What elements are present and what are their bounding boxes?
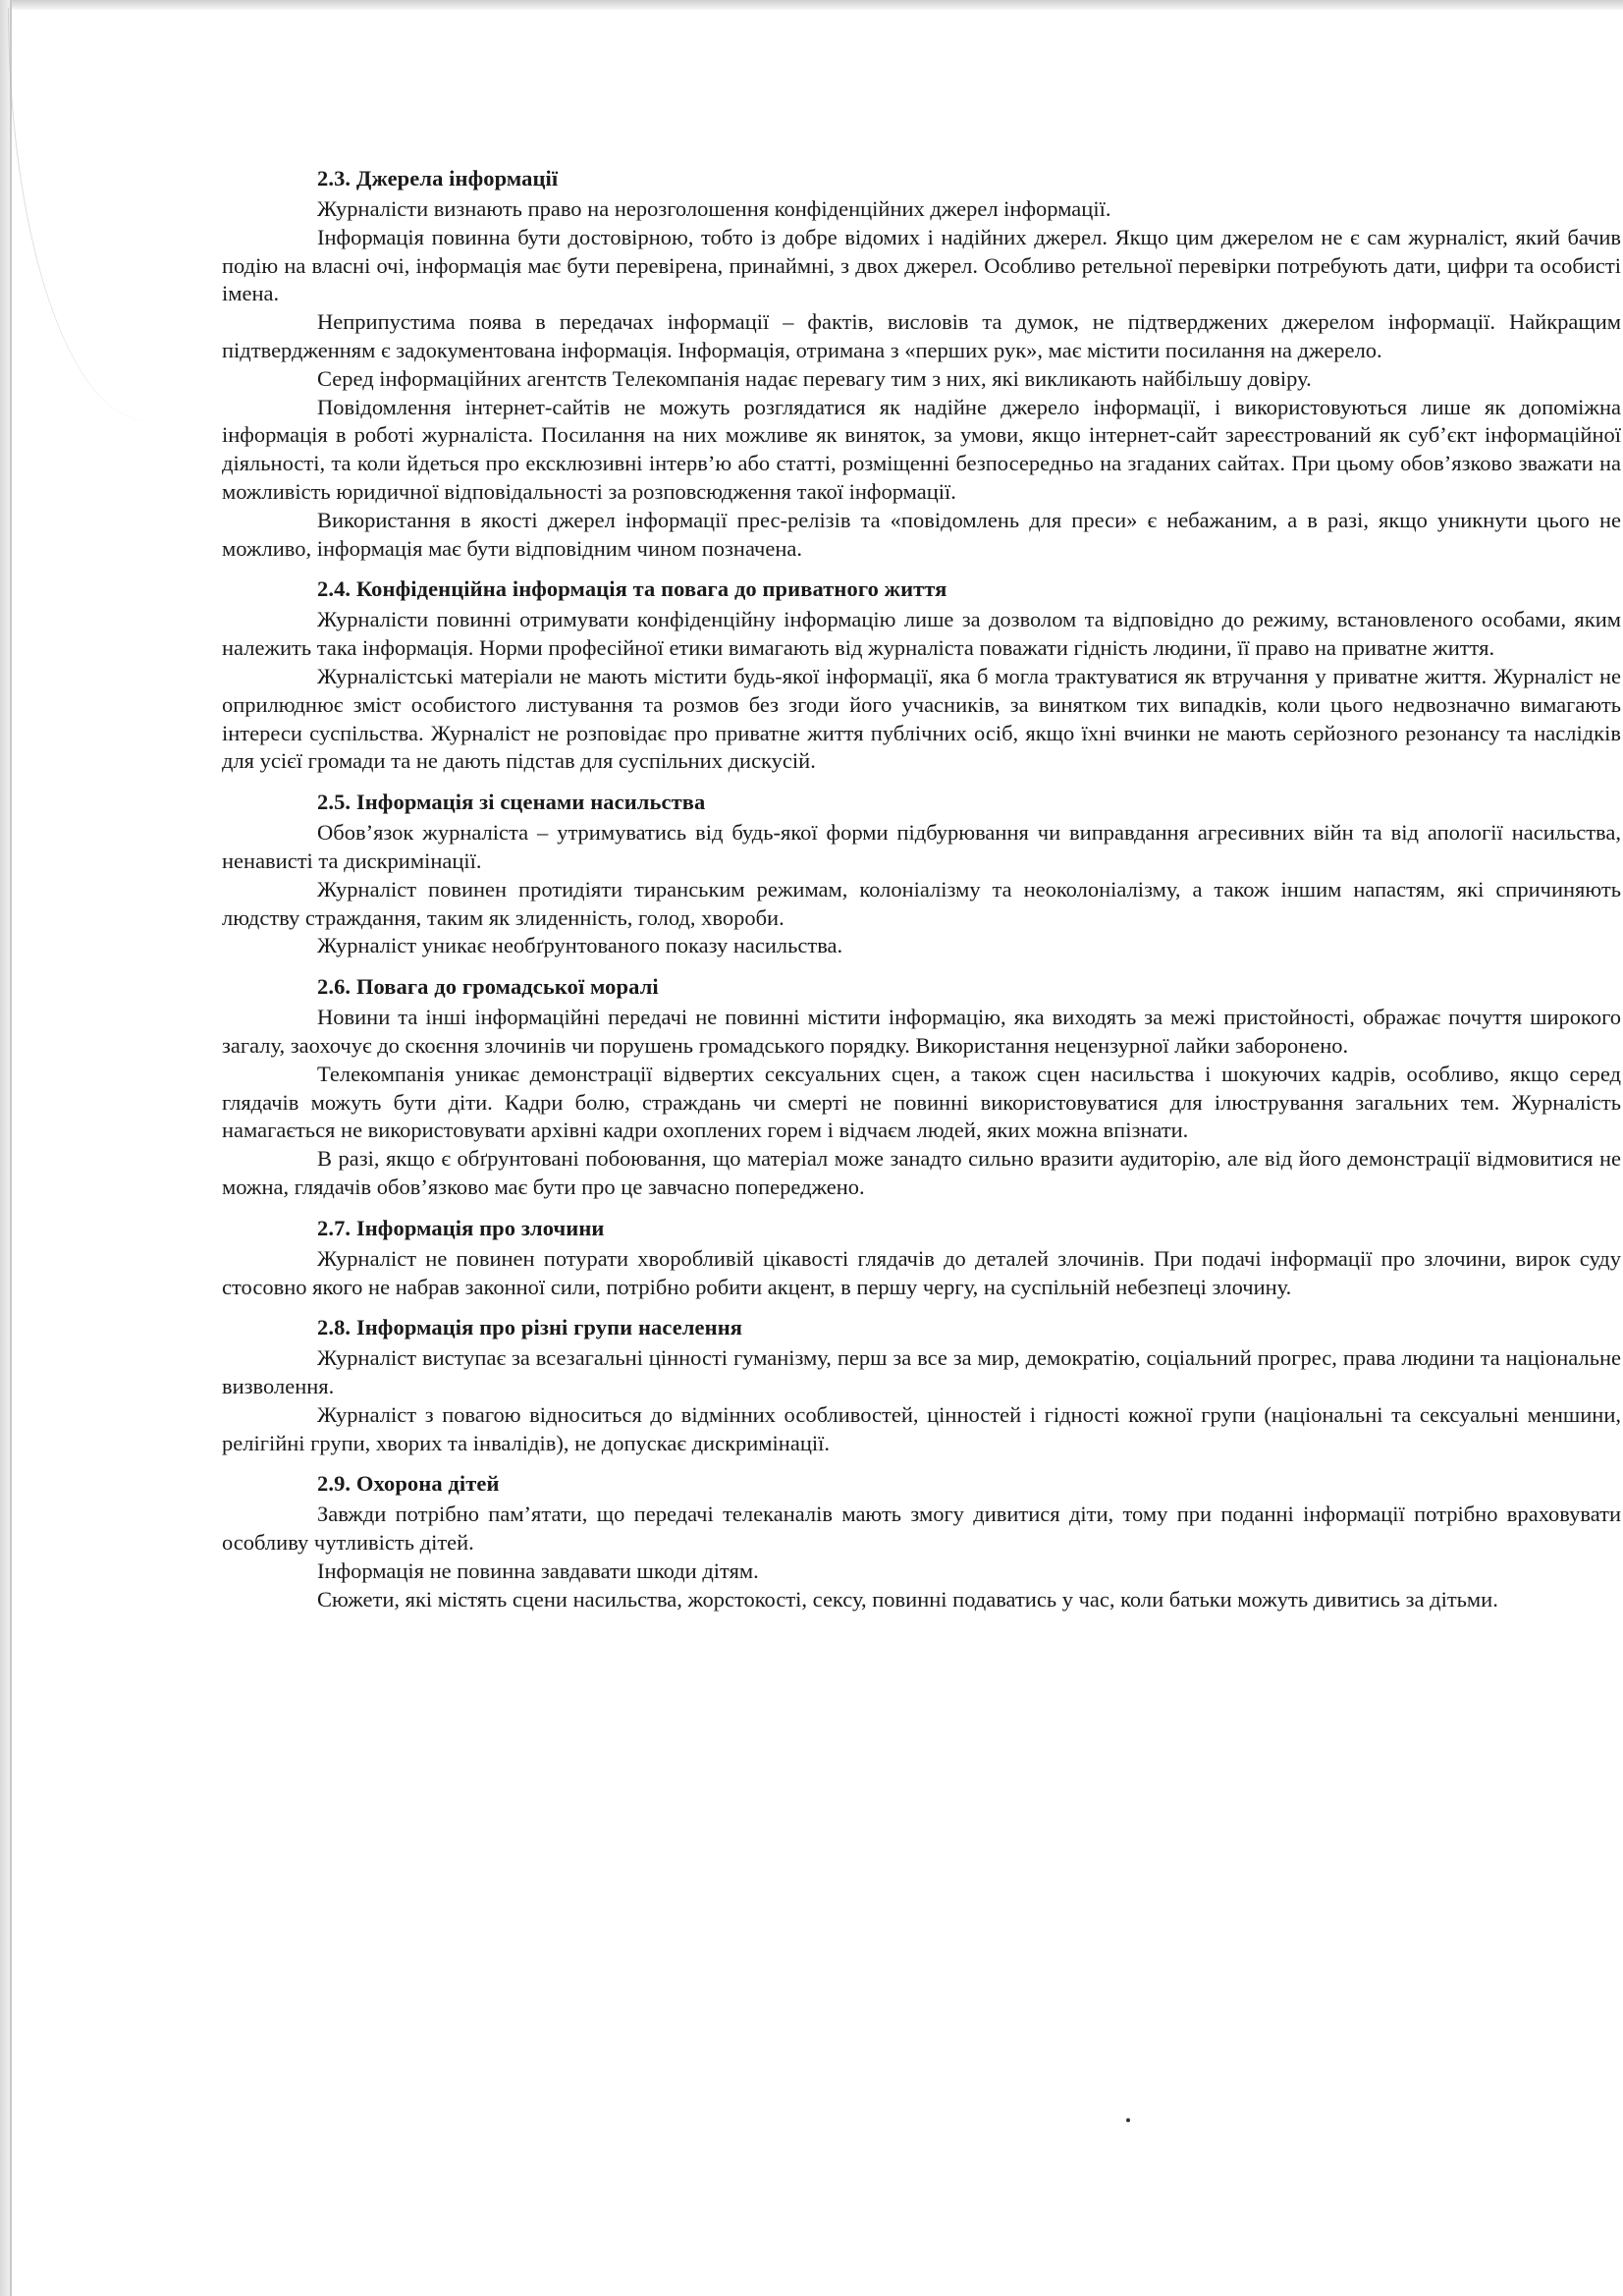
section-title: 2.6. Повага до громадської моралі: [317, 974, 659, 1000]
paragraph: Журналіст повинен протидіяти тиранським режимам, колоніалізму та неоколоніалізму, а також іншим напастям, які спричиняють людству страждання, таким як злиденність, голод, хвороби.: [222, 876, 1621, 930]
paragraph: Телекомпанія уникає демонстрації відвертих сексуальних сцен, а також сцен насильства і шокуючих кадрів, особливо, якщо серед глядачів можуть бути діти. Кадри болю, страждань чи смерті не повинні використовуватися для ілюстрування загальних тем. Журналість намагається не використовувати архівні кадри охоплених горем і відчаєм людей, яких можна впізнати.: [222, 1061, 1621, 1143]
paragraph: Завжди потрібно пам’ятати, що передачі телеканалів мають змогу дивитися діти, тому при поданні інформації потрібно враховувати особливу чутливість дітей.: [222, 1502, 1621, 1556]
section-title: 2.5. Інформація зі сценами насильства: [317, 790, 706, 815]
document-body: [222, 165, 1621, 1627]
section-title: 2.8. Інформація про різні групи населення: [317, 1315, 743, 1340]
paragraph: Інформація повинна бути достовірною, тобто із добре відомих і надійних джерел. Якщо цим джерелом не є сам журналіст, який бачив подію на власні очі, інформація має бути перевірена, принаймні, з двох джерел. Особливо ретельної перевірки потребують дати, цифри та особисті імена.: [222, 224, 1621, 306]
paragraph: Неприпустима поява в передачах інформації – фактів, висловів та думок, не підтверджених джерелом інформації. Найкращим підтвердженням є задокументована інформація. Інформація, отримана з «перших рук», має містити посилання на джерело.: [222, 309, 1621, 362]
section-population-groups: [222, 1314, 1621, 1457]
paragraph: В разі, якщо є обґрунтовані побоювання, що матеріал може занадто сильно вразити аудиторію, але від його демонстрації відмовитися не можна, глядачів обов’язково має бути про це завчасно попереджено.: [222, 1146, 1621, 1199]
scan-speck: [1126, 2118, 1130, 2122]
section-crimes: [222, 1215, 1621, 1302]
paragraph: Повідомлення інтернет-сайтів не можуть розглядатися як надійне джерело інформації, і використовуються лише як допоміжна інформація в роботі журналіста. Посилання на них можливе як виняток, за умови, якщо інтернет-сайт зареєстрований як суб’єкт інформаційної діяльності, та коли йдеться про ексклюзивні інтерв’ю або статті, розміщенні безпосередньо на згаданих сайтах. При цьому обов’язково зважати на можливість юридичної відповідальності за розповсюдження такої інформації.: [222, 394, 1621, 504]
page-curl-shadow: [8, 8, 146, 420]
paragraph: Журналіст уникає необґрунтованого показу насильства.: [317, 933, 843, 958]
paragraph: Журналісти повинні отримувати конфіденційну інформацію лише за дозволом та відповідно до режиму, встановленого особами, яким належить така інформація. Норми професійної етики вимагають від журналіста поважати гідність людини, її право на приватне життя.: [222, 607, 1621, 661]
paragraph: Новини та інші інформаційні передачі не повинні містити інформацію, яка виходять за межі пристойності, ображає почуття широкого загалу, заохочує до скоєння злочинів чи порушень громадського порядку. Використання нецензурної лайки заборонено.: [222, 1005, 1621, 1058]
section-title: 2.3. Джерела інформації: [317, 166, 559, 191]
paragraph: Сюжети, які містять сцени насильства, жорстокості, сексу, повинні подаватись у час, коли батьки можуть дивитись за дітьми.: [317, 1586, 1498, 1612]
paragraph: Журналістські матеріали не мають містити будь-якої інформації, яка б могла трактуватися як втручання у приватне життя. Журналіст не оприлюднює зміст особистого листування та розмов без згоди його учасників, за винятком тих випадків, коли цього недвозначно вимагають інтереси суспільства. Журналіст не розповідає про приватне життя публічних осіб, якщо їхні вчинки не мають серйозного резонансу та наслідків для усієї громади та не дають підстав для суспільних дискусій.: [222, 663, 1621, 774]
section-public-morality: [222, 973, 1621, 1202]
paragraph: Журналіст не повинен потурати хворобливій цікавості глядачів до деталей злочинів. При подачі інформації про злочини, вирок суду стосовно якого не набрав законної сили, потрібно робити акцент, в першу чергу, на суспільній небезпеці злочину.: [222, 1245, 1621, 1299]
page-fold-line: [10, 0, 12, 2296]
section-title: 2.4. Конфіденційна інформація та повага до приватного життя: [317, 576, 947, 602]
paragraph: Серед інформаційних агентств Телекомпанія надає перевагу тим з них, які викликають найбільшу довіру.: [317, 365, 1312, 391]
section-sources: [222, 165, 1621, 563]
paragraph: Використання в якості джерел інформації прес-релізів та «повідомлень для преси» є небажаним, а в разі, якщо уникнути цього не можливо, інформація має бути відповідним чином позначена.: [222, 507, 1621, 561]
scan-edge-top: [0, 0, 1623, 10]
section-title: 2.9. Охорона дітей: [317, 1471, 500, 1497]
section-violence: [222, 789, 1621, 960]
paragraph: Журналіст виступає за всезагальні цінності гуманізму, перш за все за мир, демократію, соціальний прогрес, права людини та національне визволення.: [222, 1345, 1621, 1399]
paragraph: Обов’язок журналіста – утримуватись від будь-якої форми підбурювання чи виправдання агресивних війн та від апології насильства, ненависті та дискримінації.: [222, 820, 1621, 873]
section-title: 2.7. Інформація про злочини: [317, 1215, 605, 1240]
paragraph: Журналісти визнають право на нерозголошення конфіденційних джерел інформації.: [317, 196, 1111, 221]
paragraph: Інформація не повинна завдавати шкоди дітям.: [317, 1558, 759, 1584]
section-child-protection: [222, 1470, 1621, 1613]
section-confidential-info: [222, 575, 1621, 776]
paragraph: Журналіст з повагою відноситься до відмінних особливостей, цінностей і гідності кожної групи (національні та сексуальні меншини, релігійні групи, хворих та інвалідів), не допускає дискримінації.: [222, 1401, 1621, 1455]
